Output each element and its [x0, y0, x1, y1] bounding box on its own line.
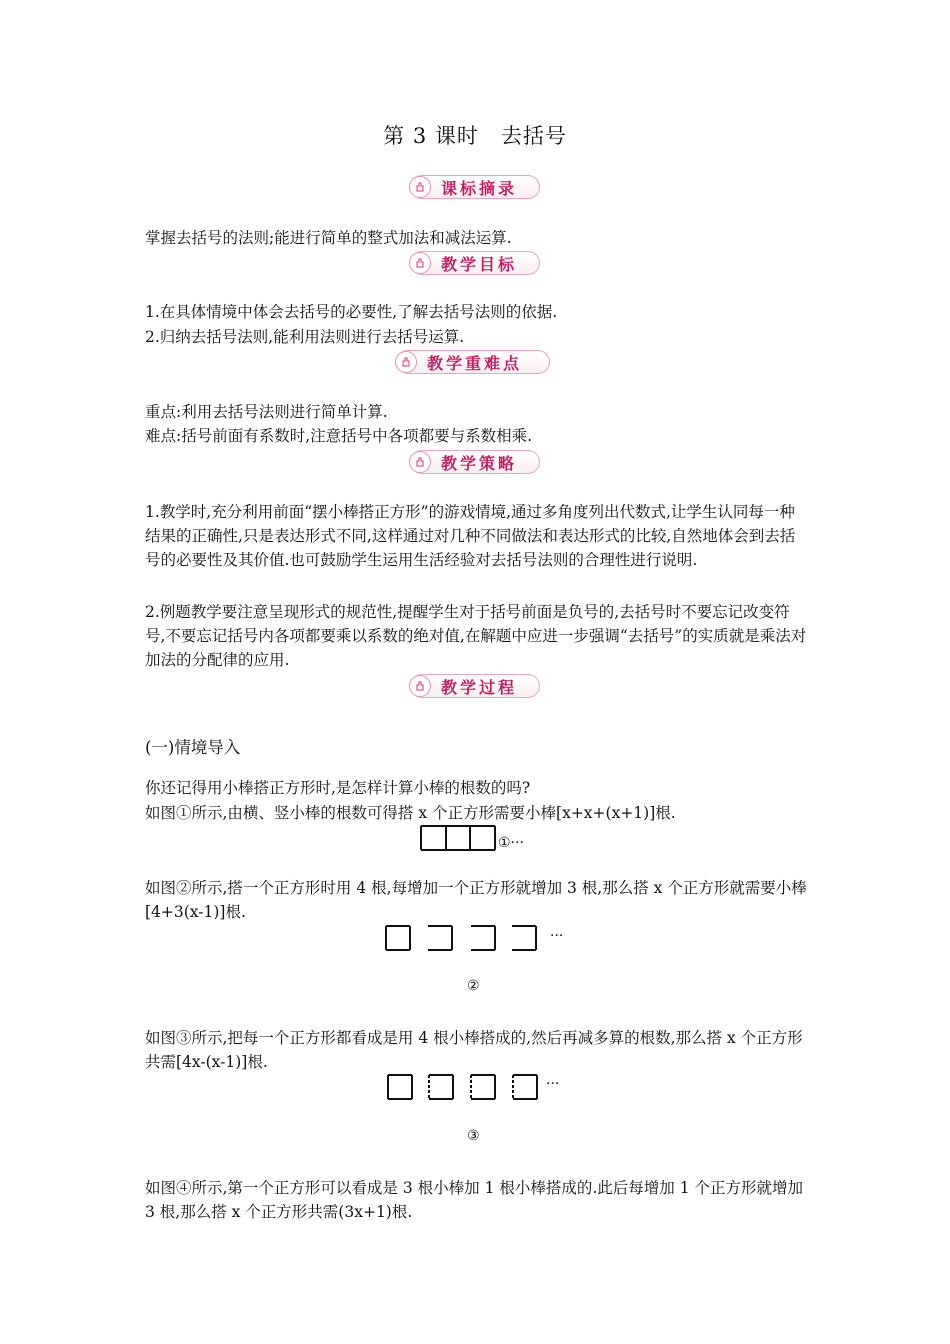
figure-3-text: 如图③所示,把每一个正方形都看成是用 4 根小棒搭成的,然后再减多算的根数,那么搭 x 个正方形共需[4x-(x-1)]根.	[145, 1029, 803, 1071]
standard-text: 掌握去括号的法则;能进行简单的整式加法和减法运算.	[145, 229, 512, 247]
strategy-item: 2.例题教学要注意呈现形式的规范性,提醒学生对于括号前面是负号的,去括号时不要忘记改变符号,不要忘记括号内各项都要乘以系数的绝对值,在解题中应进一步强调“去括号”的实质就是乘法对加法的分配律的应用.	[145, 603, 807, 669]
section-badge-goals	[410, 251, 540, 275]
hand-icon	[409, 451, 431, 473]
section-label: 教学重难点	[427, 353, 523, 373]
process-question: 你还记得用小棒搭正方形时,是怎样计算小棒的根数的吗?	[145, 779, 531, 797]
figure-2	[382, 923, 548, 953]
figure-1-label: ①···	[498, 835, 524, 851]
goal-item: 2.归纳去括号法则,能利用法则进行去括号运算.	[145, 328, 465, 346]
hand-icon	[409, 252, 431, 274]
figure-1	[418, 823, 500, 853]
figure-4-text: 如图④所示,第一个正方形可以看成是 3 根小棒加 1 根小棒搭成的.此后每增加 1 个正方形就增加 3 根,那么搭 x 个正方形共需(3x+1)根.	[145, 1179, 804, 1221]
keypoint-item: 难点:括号前面有系数时,注意括号中各项都要与系数相乘.	[145, 427, 533, 445]
section-badge-process	[410, 674, 540, 698]
figure-3	[384, 1072, 544, 1102]
page-title: 第 3 课时 去括号	[383, 124, 567, 148]
hand-icon	[395, 351, 417, 373]
section-label: 教学过程	[441, 677, 518, 697]
section-badge-strategy	[410, 450, 540, 474]
hand-icon	[409, 675, 431, 697]
figure-2-text: 如图②所示,搭一个正方形时用 4 根,每增加一个正方形就增加 3 根,那么搭 x 个正方形就需要小棒[4+3(x-1)]根.	[145, 879, 807, 921]
section-label: 课标摘录	[441, 178, 518, 198]
figure-2-dots: ···	[550, 928, 564, 944]
process-heading: (一)情境导入	[145, 738, 241, 757]
goal-item: 1.在具体情境中体会去括号的必要性,了解去括号法则的依据.	[145, 303, 558, 321]
figure-3-label: ③	[467, 1128, 480, 1144]
figure-1-text: 如图①所示,由横、竖小棒的根数可得搭 x 个正方形需要小棒[x+x+(x+1)]根.	[145, 804, 676, 822]
keypoint-item: 重点:利用去括号法则进行简单计算.	[145, 403, 388, 421]
strategy-item: 1.教学时,充分利用前面“摆小棒搭正方形”的游戏情境,通过多角度列出代数式,让学生认同每一种结果的正确性,只是表达形式不同,这样通过对几种不同做法和表达形式的比较,自然地体会到去括号的必要性及其价值.也可鼓励学生运用生活经验对去括号法则的合理性进行说明.	[145, 503, 796, 569]
hand-icon	[409, 176, 431, 198]
section-label: 教学策略	[441, 453, 518, 473]
figure-2-label: ②	[467, 978, 480, 994]
section-badge-keypoints	[396, 350, 550, 374]
section-label: 教学目标	[441, 254, 518, 274]
figure-3-dots: ···	[546, 1076, 560, 1092]
section-badge-standard	[410, 175, 540, 199]
